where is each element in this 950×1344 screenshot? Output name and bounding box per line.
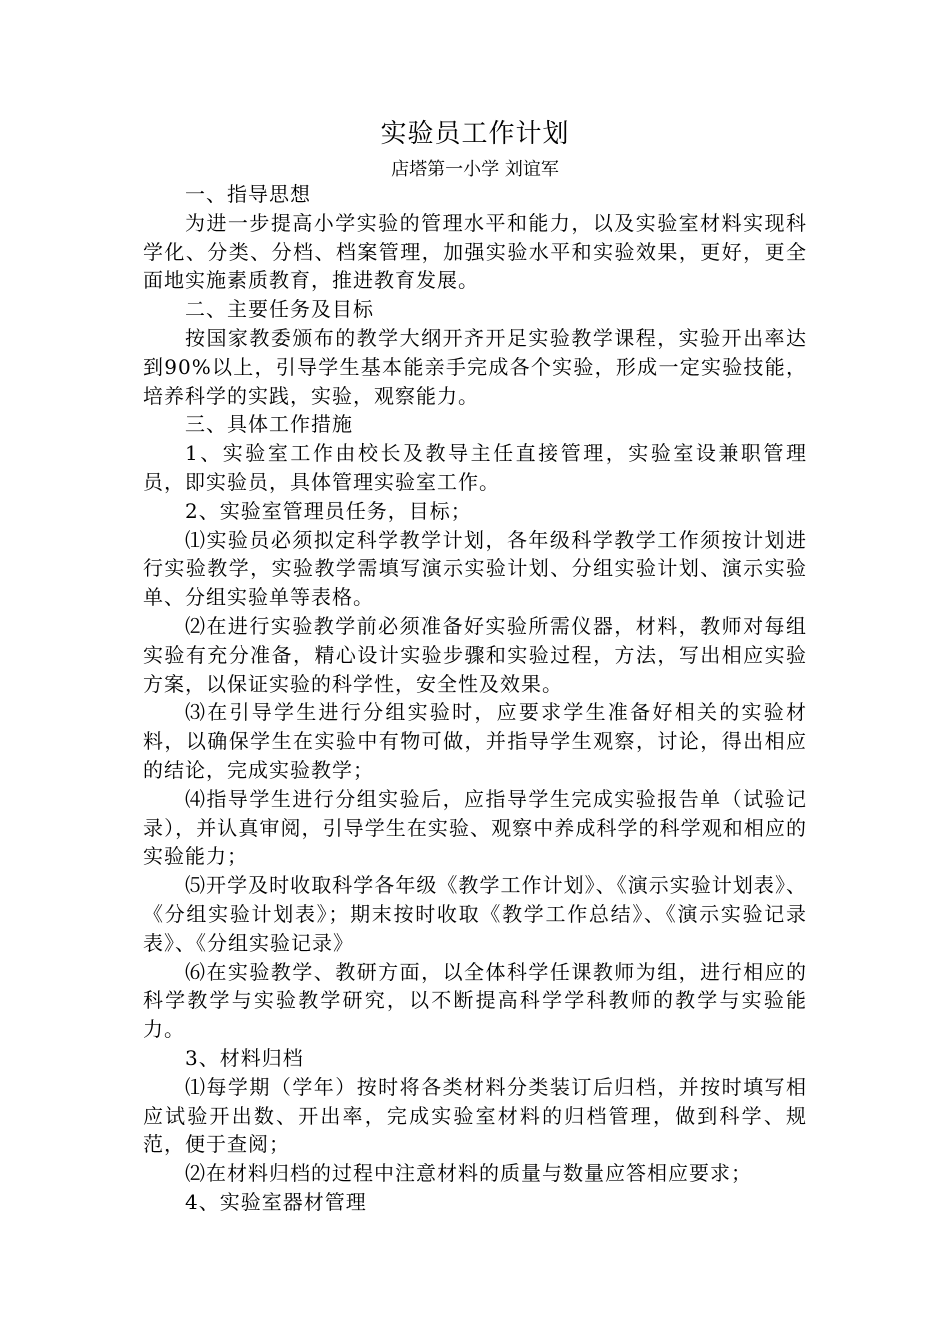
list-item: ⑵在材料归档的过程中注意材料的质量与数量应答相应要求； xyxy=(185,1161,752,1186)
list-item: ⑷指导学生进行分组实验后，应指导学生完成实验报告单（试验记录），并认真审阅，引导学生在实验、观察中养成科学的科学观和相应的实验能力； xyxy=(143,786,807,869)
paragraph: 1、实验室工作由校长及教导主任直接管理，实验室设兼职管理员，即实验员，具体管理实验室工作。 xyxy=(143,441,807,494)
list-item: ⑴每学期（学年）按时将各类材料分类装订后归档，并按时填写相应试验开出数、开出率，完成实验室材料的归档管理，做到科学、规范，便于查阅； xyxy=(143,1074,807,1157)
section-heading-tasks-goals: 二、主要任务及目标 xyxy=(185,297,374,322)
document-subtitle: 店塔第一小学 刘谊军 xyxy=(391,159,559,180)
list-item: ⑸开学及时收取科学各年级《教学工作计划》、《演示实验计划表》、《分组实验计划表》；期末按时收取《教学工作总结》、《演示实验记录表》、《分组实验记录》 xyxy=(143,873,807,955)
section-heading-measures: 三、具体工作措施 xyxy=(185,412,353,437)
paragraph: 按国家教委颁布的教学大纲开齐开足实验教学课程，实验开出率达到90%以上，引导学生基本能亲手完成各个实验，形成一定实验技能，培养科学的实践，实验，观察能力。 xyxy=(143,325,807,408)
list-item: ⑹在实验教学、教研方面，以全体科学任课教师为组，进行相应的科学教学与实验教学研究，以不断提高科学学科教师的教学与实验能力。 xyxy=(143,959,807,1042)
list-item: ⑶在引导学生进行分组实验时，应要求学生准备好相关的实验材料，以确保学生在实验中有物可做，并指导学生观察，讨论，得出相应的结论，完成实验教学； xyxy=(143,700,807,782)
section-heading-guiding-idea: 一、指导思想 xyxy=(185,182,311,206)
list-item: ⑴实验员必须拟定科学教学计划，各年级科学教学工作须按计划进行实验教学，实验教学需填写演示实验计划、分组实验计划、演示实验单、分组实验单等表格。 xyxy=(143,527,807,610)
paragraph: 为进一步提高小学实验的管理水平和能力，以及实验室材料实现科学化、分类、分档、档案管理，加强实验水平和实验效果，更好，更全面地实施素质教育，推进教育发展。 xyxy=(143,210,807,293)
paragraph: 2、实验室管理员任务，目标； xyxy=(185,498,472,523)
subsection-heading-archiving: 3、材料归档 xyxy=(185,1045,304,1070)
document-body xyxy=(143,180,807,1217)
subsection-heading-equipment: 4、实验室器材管理 xyxy=(185,1189,367,1214)
list-item: ⑵在进行实验教学前必须准备好实验所需仪器，材料，教师对每组实验有充分准备，精心设计实验步骤和实验过程，方法，写出相应实验方案，以保证实验的科学性，安全性及效果。 xyxy=(143,613,807,696)
document-title: 实验员工作计划 xyxy=(380,119,570,149)
